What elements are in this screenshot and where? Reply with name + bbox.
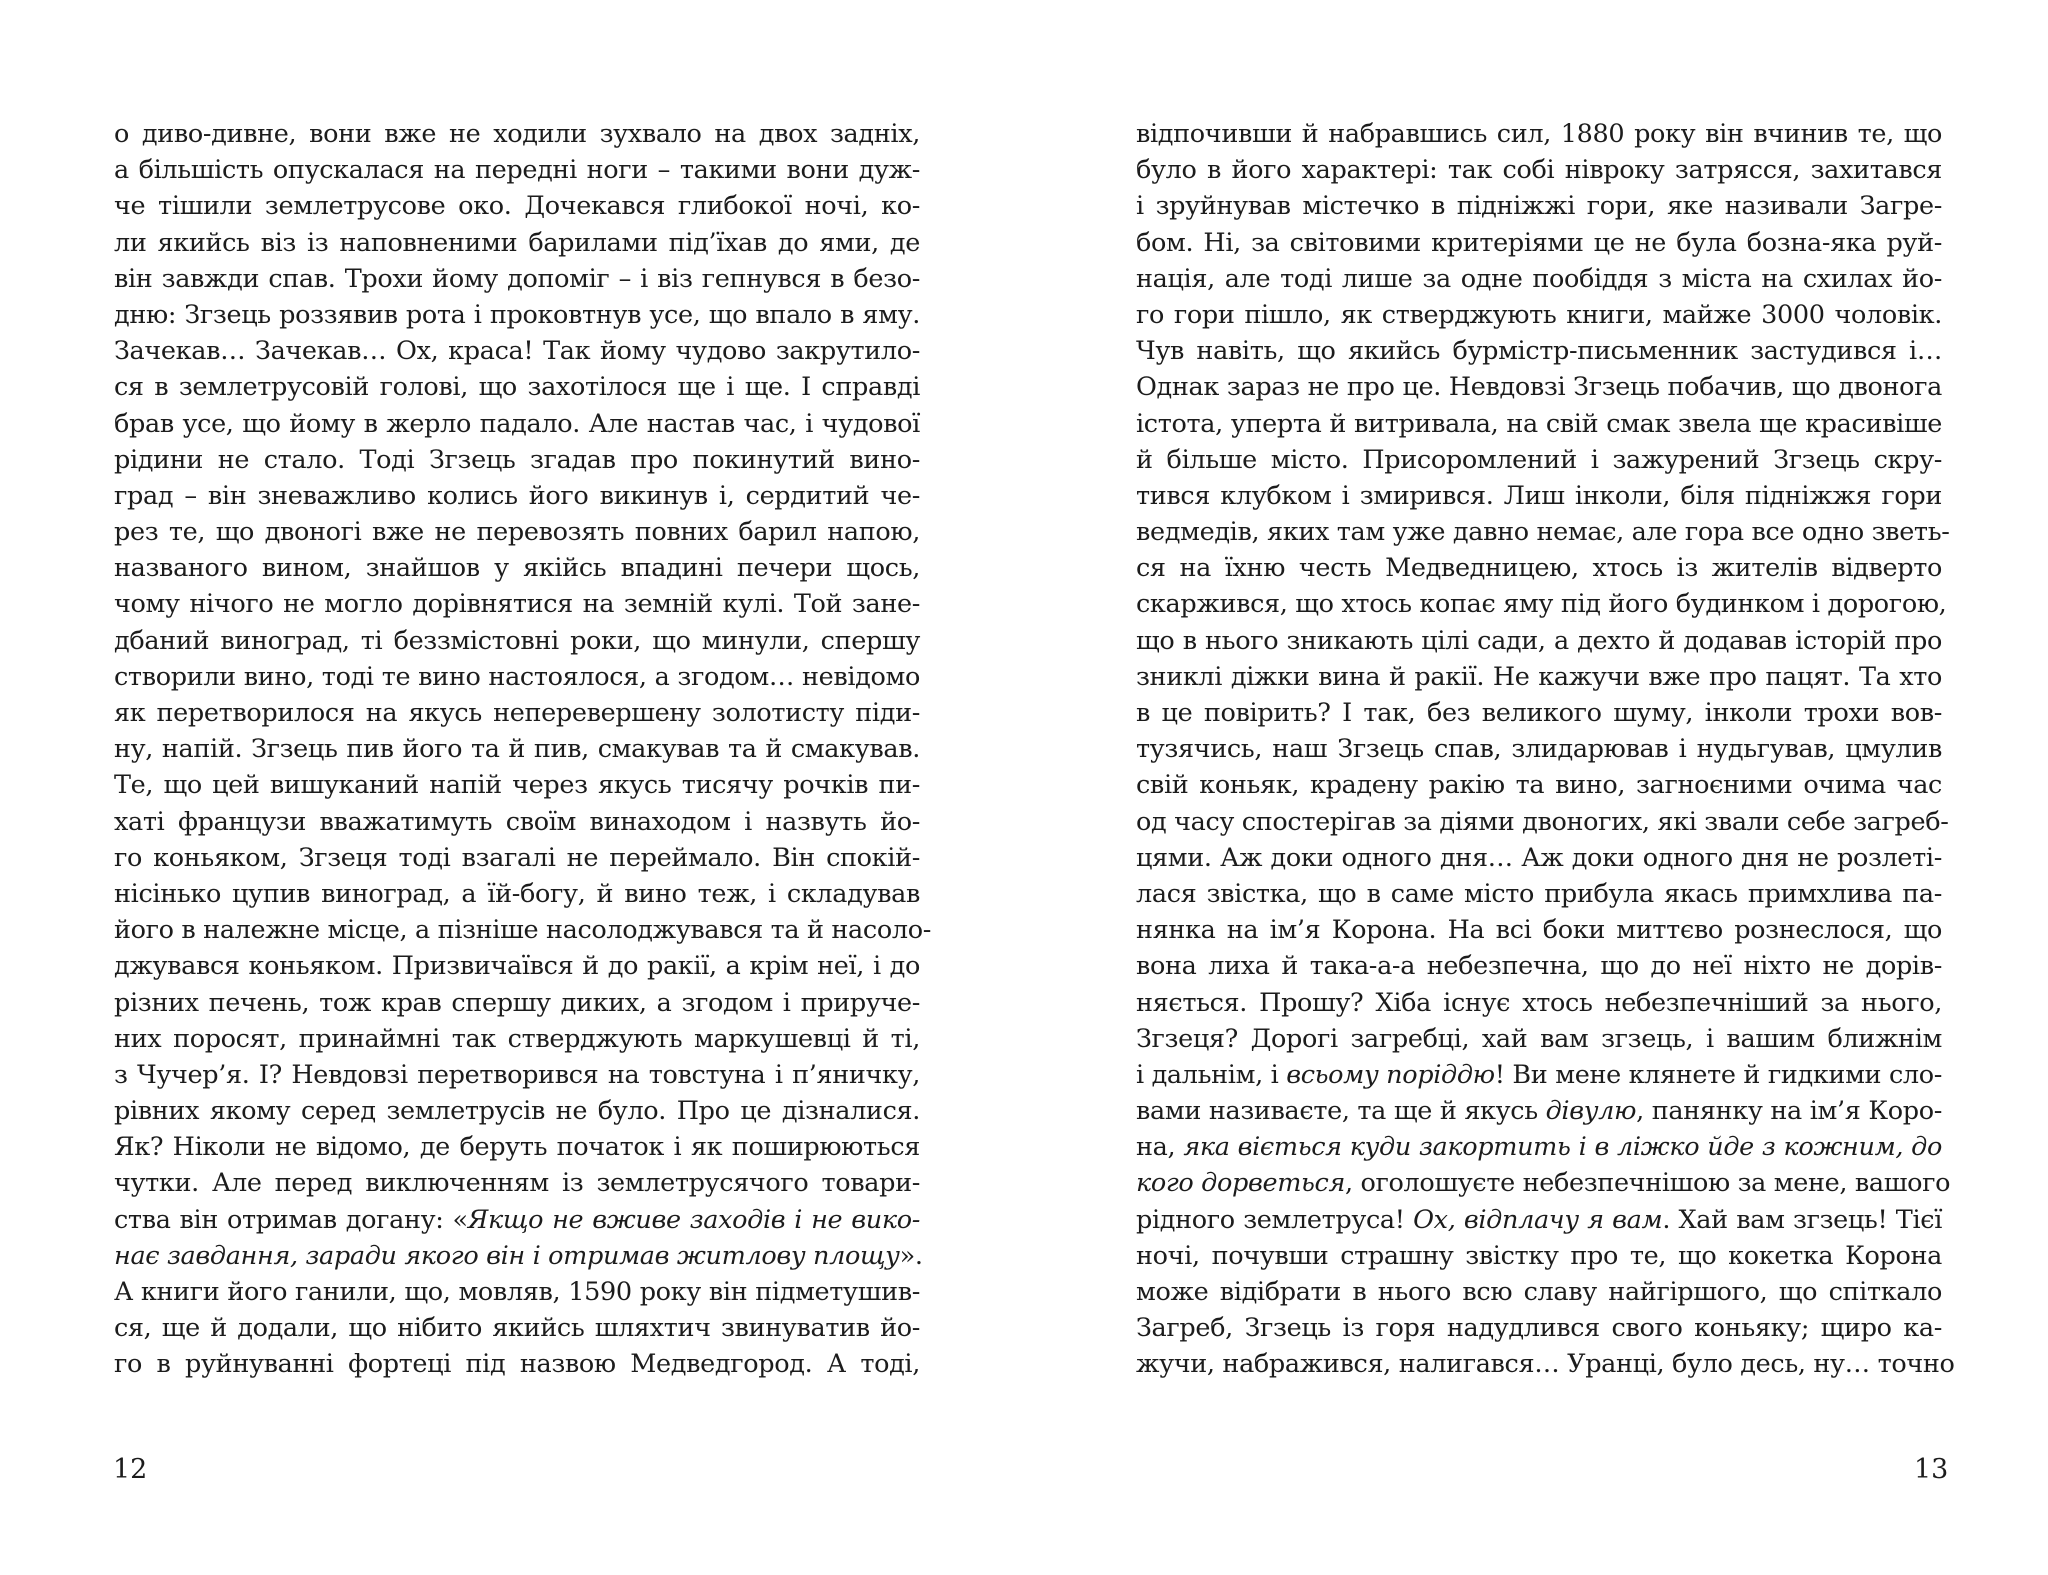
text-segment: ». [899,1240,923,1271]
text-segment: названого вином, знайшов у якійсь впадині печери щось, [114,553,920,584]
text-segment: лася звістка, що в саме місто прибула якась примхлива па- [1136,878,1942,909]
text-segment: ся в землетрусовій голові, що захотілося ще і ще. І справді [114,372,920,403]
text-segment: створили вино, тоді те вино настоялося, а згодом… невідомо [114,661,920,692]
text-segment: рідини не стало. Тоді Згзець згадав про покинутий вино- [114,444,920,475]
text-segment: ся на їхню честь Медведницею, хтось із жителів відверто [1136,553,1942,584]
text-line [1136,876,1942,912]
text-segment: бом. Ні, за світовими критеріями це не була бозна-яка руй- [1136,227,1942,258]
text-segment: Як? Ніколи не відомо, де беруть початок і як поширюються [114,1132,920,1163]
text-line [114,731,920,767]
text-line [1136,985,1942,1021]
text-segment: , оголошуєте небезпечнішою за мене, вашого [1345,1168,1951,1199]
text-segment: ну, напій. Згзець пив його та й пив, смакував та й смакував. [114,734,920,765]
text-segment: тився клубком і змирився. Лиш інколи, біля підніжжя гори [1136,480,1942,511]
text-segment: нісінько цупив виноград, а їй-богу, й вино теж, і складував [114,878,920,909]
text-segment: жучи, набражився, налигався… Уранці, було десь, ну… точно [1136,1349,1955,1380]
text-segment: вона лиха й така-а-а небезпечна, що до неї ніхто не дорів- [1136,951,1942,982]
text-line [114,840,920,876]
text-line [1136,261,1942,297]
text-segment: од часу спостерігав за діями двоногих, які звали себе загреб- [1136,806,1949,837]
text-segment: Те, що цей вишуканий напій через якусь тисячу рочків пи- [114,770,920,801]
text-line [114,695,920,731]
text-segment: тузячись, наш Згзець спав, злидарював і нудьгував, цмулив [1136,734,1942,765]
text-line [114,876,920,912]
text-line [114,659,920,695]
text-line [1136,1021,1942,1057]
text-line [114,912,931,948]
text-line [114,1165,920,1201]
text-line [114,985,920,1021]
text-segment: ли якийсь віз із наповненими барилами під’їхав до ями, де [114,227,920,258]
left-page-number: 12 [113,1454,148,1485]
italic-text-segment: всьому поріддю [1286,1059,1495,1090]
text-segment: різних печень, тож крав спершу диких, а згодом і приручe- [114,987,920,1018]
text-line [1136,369,1942,405]
text-segment: А книги його ганили, що, мовляв, 1590 року він підметушив- [114,1277,920,1307]
text-segment: може відібрати в нього всю славу найгіршого, що спіткало [1136,1277,1942,1307]
text-line [114,478,920,514]
text-segment: вами називаєте, та ще й якусь [1136,1096,1546,1127]
text-segment: них поросят, принаймні так стверджують маркушевці й ті, [114,1023,920,1054]
text-segment: істота, уперта й витривала, на свій смак звела ще красивіше [1136,408,1942,439]
text-segment: брав усе, що йому в жерло падало. Але настав час, і чудової [114,408,920,439]
text-line [114,1238,923,1274]
italic-text-segment: кого дорветься [1136,1168,1346,1199]
text-line [1136,1346,1955,1382]
text-segment: ся, ще й додали, що нібито якийсь шляхтич звинуватив йо- [114,1313,920,1344]
text-segment: нянка на ім’я Корона. На всі боки миттєво рознеслося, що [1136,915,1942,946]
text-segment: . Хай вам згзець! Тієї [1662,1204,1942,1235]
text-line [114,586,920,622]
text-segment: свій коньяк, крадену ракію та вино, загноєними очима час [1136,770,1942,801]
text-line [114,369,920,405]
text-line [114,406,920,442]
text-line [114,1310,920,1346]
text-line [114,514,920,550]
text-line [114,550,920,586]
text-segment: дню: Згзець роззявив рота і проковтнув усе, що впало в яму. [114,299,920,330]
text-segment: го гори пішло, як стверджують книги, майже 3000 чоловік. [1136,299,1942,330]
right-page-number: 13 [1914,1454,1949,1485]
text-segment: з Чучер’я. І? Невдовзі перетворився на товстуна і п’яничку, [114,1059,920,1090]
text-segment: няється. Прошу? Хіба існує хтось небезпечніший за нього, [1136,987,1942,1018]
right-page [1024,0,2048,1575]
text-line [1136,948,1942,984]
text-line [1136,188,1942,224]
text-segment: скаржився, що хтось копає яму під його будинком і дорогою, [1136,589,1947,620]
text-segment: нація, але тоді лише за одне пообіддя з міста на схилах йо- [1136,263,1942,294]
text-segment: що в нього зникають цілі сади, а дехто й додавав історій про [1136,625,1942,656]
text-line [1136,731,1942,767]
text-line [114,261,920,297]
text-line [1136,1057,1942,1093]
text-line [1136,1165,1951,1201]
text-segment: о диво-дивне, вони вже не ходили зухвало на двох задніх, [114,119,920,149]
text-segment: рідного землетруса! [1136,1204,1414,1235]
text-line [114,767,920,803]
text-segment: хаті французи вважатимуть своїм винаходом і назвуть йо- [114,806,920,837]
text-segment: ночі, почувши страшну звістку про те, що кокетка Корона [1136,1240,1942,1271]
text-segment: рез те, що двоногі вже не перевозять повних барил напою, [114,517,920,548]
text-line [1136,1274,1942,1310]
text-line [114,1274,920,1310]
text-segment: й більше місто. Присоромлений і зажурений Згзець скру- [1136,444,1942,475]
text-line [1136,297,1942,333]
text-line [1136,478,1942,514]
text-line [1136,514,1950,550]
italic-text-segment: яка віється куди закортить і в ліжко йде з кожним, до [1183,1132,1942,1163]
text-line [1136,442,1942,478]
text-line [1136,659,1942,695]
text-line [1136,1202,1942,1238]
text-line [114,442,920,478]
text-segment: чому нічого не могло дорівнятися на земній кулі. Той зане- [114,589,920,620]
text-segment: цями. Аж доки одного дня… Аж доки одного дня не розлеті- [1136,842,1942,873]
text-segment: Однак зараз не про це. Невдовзі Згзець побачив, що двонога [1136,372,1942,403]
left-page-text [114,116,931,1383]
text-line [114,1093,920,1129]
text-line [1136,116,1942,152]
text-line [1136,623,1942,659]
text-segment: ведмедів, яких там уже давно немає, але гора все одно зветь- [1136,517,1950,548]
text-line [114,804,920,840]
text-line [114,1021,920,1057]
text-segment: його в належне місце, а пізніше насолоджувався та й насоло- [114,915,931,946]
text-segment: і дальнім, і [1136,1059,1287,1090]
text-line [1136,152,1942,188]
text-segment: джувався коньяком. Призвичаївся й до ракії, а крім неї, і до [114,951,920,982]
text-segment: як перетворилося на якусь неперевершену золотисту піди- [114,698,920,728]
text-line [114,152,920,188]
text-line [114,623,920,659]
text-segment: Чув навіть, що якийсь бурмістр-письменник застудився і… [1136,336,1942,367]
text-segment: ! Ви мене клянете й гидкими сло- [1494,1059,1943,1090]
text-line [114,225,920,261]
italic-text-segment: Якщо не вживе заходів і не вико- [467,1204,920,1235]
text-segment: і зруйнував містечко в підніжжі гори, яке називали Загре- [1136,191,1942,222]
text-segment: дбаний виноград, ті беззмістовні роки, що минули, спершу [114,625,920,656]
text-segment: а більшість опускалася на передні ноги – такими вони дуж- [114,155,920,186]
text-line [114,116,920,152]
text-line [1136,225,1942,261]
text-line [114,1129,920,1165]
text-segment: град – він зневажливо колись його викинув і, сердитий че- [114,480,920,511]
italic-text-segment: нає завдання, заради якого він і отримав житлову площу [114,1240,900,1271]
text-segment: го коньяком, Згзеця тоді взагалі не переймало. Він спокій- [114,842,920,873]
text-line [114,948,920,984]
text-line [1136,695,1942,731]
text-line [114,1346,920,1382]
text-line [1136,333,1942,369]
text-segment: на, [1136,1132,1184,1163]
text-segment: зниклі діжки вина й ракії. Не кажучи вже про пацят. Та хто [1136,661,1942,692]
text-segment: було в його характері: так собі нівроку затрясся, захитався [1136,155,1942,186]
text-segment: він завжди спав. Трохи йому допоміг – і віз гепнувся в безо- [114,263,920,294]
text-segment: ства він отримав догану: « [114,1204,468,1235]
text-line [114,1057,920,1093]
text-line [1136,550,1942,586]
text-segment: чутки. Але перед виключенням із землетрусячого товари- [114,1168,920,1199]
text-line [1136,840,1942,876]
text-line [114,297,920,333]
right-page-text [1136,116,1955,1383]
text-line [1136,804,1949,840]
text-line [1136,586,1947,622]
text-line [1136,767,1942,803]
text-segment: Зачекав… Зачекав… Ох, краса! Так йому чудово закрутило- [114,336,920,367]
text-segment: че тішили землетрусове око. Дочекався глибокої ночі, ко- [114,191,920,222]
text-segment: відпочивши й набравшись сил, 1880 року він вчинив те, що [1136,119,1942,149]
text-segment: Згзеця? Дорогі загребці, хай вам згзець, і вашим ближнім [1136,1023,1942,1054]
text-line [1136,406,1942,442]
text-line [114,333,920,369]
text-segment: го в руйнуванні фортеці під назвою Медведгород. А тоді, [114,1349,920,1380]
text-line [1136,1093,1942,1129]
italic-text-segment: Ох, відплачу я вам [1413,1204,1663,1235]
text-segment: рівних якому серед землетрусів не було. Про це дізналися. [114,1096,920,1127]
text-line [1136,1310,1942,1346]
text-segment: в це повірить? І так, без великого шуму, інколи трохи вов- [1136,698,1942,728]
text-line [1136,912,1942,948]
text-segment: , панянку на ім’я Коро- [1636,1096,1942,1127]
text-line [1136,1129,1942,1165]
text-line [114,188,920,224]
text-segment: Загреб, Згзець із горя надудлився свого коньяку; щиро ка- [1136,1313,1942,1344]
text-line [114,1202,920,1238]
text-line [1136,1238,1942,1274]
italic-text-segment: дівулю [1545,1096,1637,1127]
